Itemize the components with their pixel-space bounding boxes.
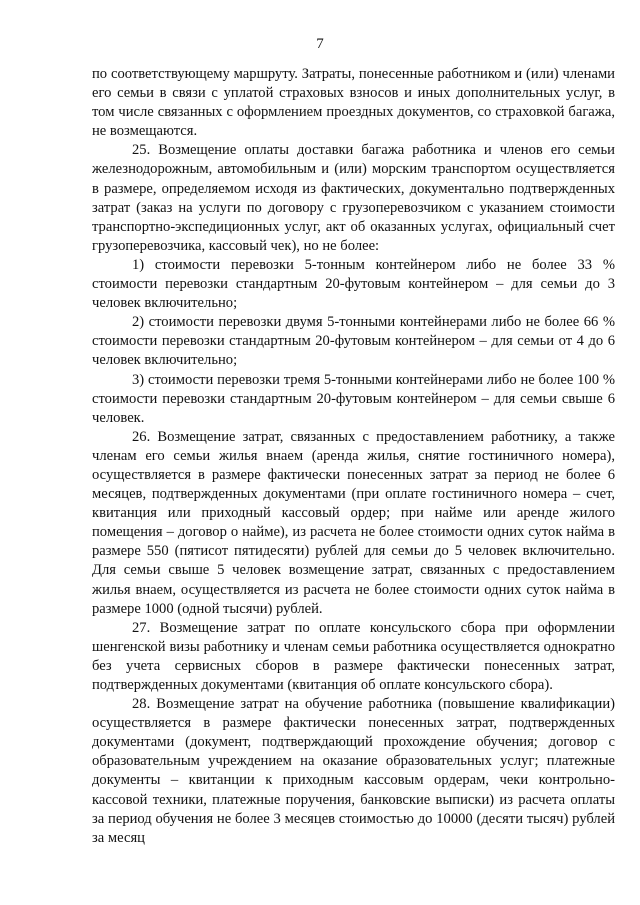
list-item-3: 3) стоимости перевозки тремя 5-тонными контейнерами либо не более 100 % стоимости перевозки стандартным 20-футовым контейнером – для семьи свыше 6 человек. — [92, 371, 615, 426]
document-body — [92, 65, 615, 848]
list-item-1: 1) стоимости перевозки 5-тонным контейнером либо не более 33 % стоимости перевозки стандартным 20-футовым контейнером – для семьи до 3 человек включительно; — [92, 256, 615, 312]
paragraph-25: 25. Возмещение оплаты доставки багажа работника и членов его семьи железнодорожным, автомобильным и (или) морским транспортом осуществляется в размере, определяемом исходя из фактических, документально подтвержденных затрат (заказ на услуги по договору с грузоперевозчиком с указанием стоимости транспортно-экспедиционных услуг, акт об оказанных услугах, официальный счет грузоперевозчика, кассовый чек), но не более: — [92, 142, 615, 254]
paragraph-28: 28. Возмещение затрат на обучение работника (повышение квалификации) осуществляется в размере фактически понесенных затрат, подтвержденных документами (документ, подтверждающий прохождение обучения; договор с образовательным учреждением на оказание образовательных услуг; платежные документы – квитанции к приходным кассовым ордерам, чеки контрольно-кассовой техники, платежные поручения, банковские выписки) из расчета оплаты за период обучения не более 3 месяцев стоимостью до 10000 (десяти тысяч) рублей за месяц — [92, 696, 615, 846]
paragraph-26: 26. Возмещение затрат, связанных с предоставлением работнику, а также членам его семьи жилья внаем (аренда жилья, снятие гостиничного номера), осуществляется в размере фактически понесенных затрат за период не более 6 месяцев, подтвержденных документами (при оплате гостиничного номера – счет, квитанция или приходный кассовый ордер; при найме или аренде жилого помещения – договор о найме), из расчета не более стоимости одних суток найма в размере 550 (пятисот пятидесяти) рублей для семьи до 5 человек включительно. Для семьи свыше 5 человек возмещение затрат, связанных с предоставлением жилья внаем, осуществляется из расчета не более стоимости одних суток найма в размере 1000 (одной тысячи) рублей. — [92, 428, 615, 617]
list-item-2: 2) стоимости перевозки двумя 5-тонными контейнерами либо не более 66 % стоимости перевозки стандартным 20-футовым контейнером – для семьи от 4 до 6 человек включительно; — [92, 314, 615, 369]
paragraph-continuation: по соответствующему маршруту. Затраты, понесенные работником и (или) членами его семьи в связи с уплатой страховых взносов и иных дополнительных услуг, в том числе связанных с оформлением проездных документов, со страховкой багажа, не возмещаются. — [92, 66, 615, 140]
page-number: 7 — [316, 36, 324, 52]
paragraph-27: 27. Возмещение затрат по оплате консульского сбора при оформлении шенгенской визы работнику и членам семьи работника осуществляется однократно без учета сервисных сборов в размере фактически понесенных затрат, подтвержденных документами (квитанция об оплате консульского сбора). — [92, 619, 615, 693]
